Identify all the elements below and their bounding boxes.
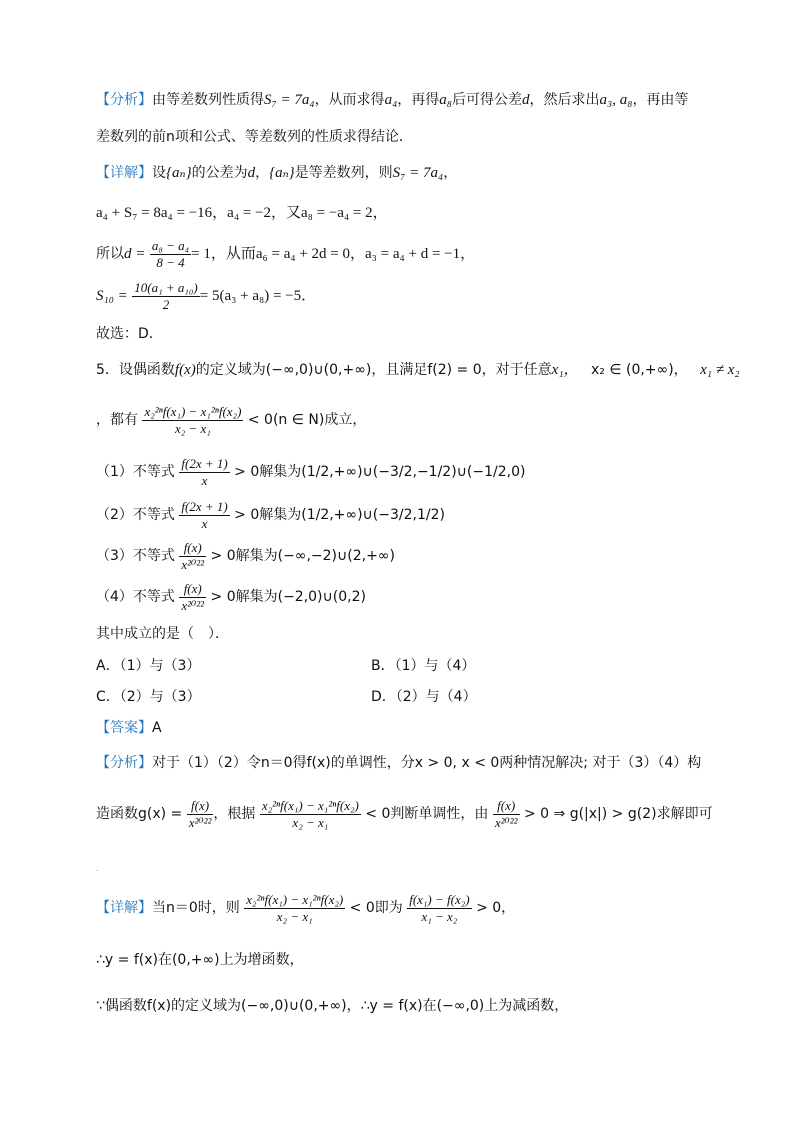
numerator: f(x) <box>187 798 214 815</box>
text: 当n＝0时，则 <box>152 900 240 916</box>
answer-value: A <box>152 720 162 736</box>
text: > 0解集为(−∞,−2)∪(2,+∞) <box>210 548 395 564</box>
text: > 0 ⇒ g(|x|) > g(2)求解即可 <box>523 806 713 822</box>
option-b: B．（1）与（4） <box>371 658 476 674</box>
denominator: x₁ − x₂ <box>421 908 458 924</box>
text: ，都有 <box>96 412 138 428</box>
fraction <box>179 456 229 489</box>
q5-increasing-line: ∴y = f(x)在(0,+∞)上为增函数， <box>96 952 304 968</box>
text: （4）不等式 <box>96 589 175 605</box>
text: ， <box>255 165 270 181</box>
option-a: A．（1）与（3） <box>96 658 201 674</box>
math: f(x) <box>174 362 196 378</box>
math: a₈ <box>439 92 452 108</box>
text: 所以 <box>96 246 124 262</box>
math: {aₙ} <box>166 165 192 181</box>
p4-d-line <box>96 237 475 271</box>
text: （1）不等式 <box>96 464 175 480</box>
text: 设 <box>152 165 166 181</box>
math: x₁， <box>551 362 579 378</box>
denominator: x²⁰²² <box>188 814 212 830</box>
numerator: x₂²ⁿf(x₁) − x₁²ⁿf(x₂) <box>261 797 359 813</box>
q5-analysis-line2 <box>96 796 713 832</box>
q5-item-3 <box>96 538 395 574</box>
math: x₁ ≠ x₂ <box>700 362 740 378</box>
analysis-tag: 【分析】 <box>96 92 152 108</box>
answer-tag: 【答案】 <box>96 720 152 736</box>
q5-prompt: 其中成立的是（ ）． <box>96 626 229 642</box>
stray-dot: ． <box>96 866 103 873</box>
numerator: x₂²ⁿf(x₁) − x₁²ⁿf(x₂) <box>246 891 344 907</box>
option-c: C．（2）与（3） <box>96 689 201 705</box>
text: ，然后求出 <box>529 92 600 108</box>
math: a₄ <box>384 92 398 108</box>
fraction <box>244 892 345 925</box>
denominator: x <box>201 515 208 531</box>
fraction <box>179 499 229 532</box>
analysis-tag: 【分析】 <box>96 755 152 771</box>
text: 5．设偶函数 <box>96 362 175 378</box>
text: ， <box>443 165 458 181</box>
text: 由等差数列性质得 <box>152 92 264 108</box>
text: < 0(n ∈ N)成立， <box>247 412 367 428</box>
denominator: x²⁰²² <box>494 814 518 830</box>
text: > 0解集为(1/2,+∞)∪(−3/2,−1/2)∪(−1/2,0) <box>234 464 526 480</box>
numerator: a₈ − a₄ <box>151 237 190 253</box>
p4-analysis-line1 <box>96 90 688 110</box>
math: S₇ = 7a₄ <box>392 165 444 181</box>
text: ，根据 <box>213 806 256 822</box>
p4-detail-line1 <box>96 163 457 183</box>
p4-s10-line <box>96 279 316 313</box>
q5-even-line: ∵偶函数f(x)的定义域为(−∞,0)∪(0,+∞)，∴y = f(x)在(−∞,0)上为减函数， <box>96 998 569 1014</box>
text: （2）不等式 <box>96 507 175 523</box>
denominator: 8 − 4 <box>156 254 185 270</box>
numerator: 10(a₁ + a₁₀) <box>134 279 198 295</box>
math: a₃, a₈ <box>599 92 633 108</box>
p4-analysis-line2: 差数列的前n项和公式、等差数列的性质求得结论． <box>96 129 413 145</box>
numerator: f(x₁) − f(x₂) <box>409 891 470 907</box>
denominator: x₂ − x₁ <box>276 908 313 924</box>
text: 造函数g(x) = <box>96 806 183 822</box>
text: 是等差数列，则 <box>294 165 393 181</box>
text: ，再得 <box>397 92 440 108</box>
text: 对于（1）（2）令n＝0得f(x)的单调性，分x > 0, x < 0两种情况解决; 对于（3）（4）构 <box>152 755 702 771</box>
numerator: x₂²ⁿf(x₁) − x₁²ⁿf(x₂) <box>144 403 242 419</box>
math: = 1 <box>191 246 211 262</box>
math: d <box>247 165 256 181</box>
fraction <box>407 892 471 925</box>
p4-conclusion: 故选：D． <box>96 326 163 342</box>
denominator: x₂ − x₁ <box>175 420 211 436</box>
fraction <box>132 280 200 313</box>
text: > 0解集为(1/2,+∞)∪(−3/2,1/2) <box>234 507 445 523</box>
text: ，从而求得 <box>314 92 385 108</box>
math: d <box>522 92 530 108</box>
denominator: x₂ − x₁ <box>292 814 329 830</box>
text: < 0判断单调性，由 <box>365 806 489 822</box>
fraction <box>179 540 206 573</box>
math: S₁₀ = <box>96 288 128 304</box>
fraction <box>260 798 361 831</box>
q5-stem-line2 <box>96 402 366 438</box>
denominator: x²⁰²² <box>181 556 205 572</box>
q5-item-2 <box>96 497 445 533</box>
detail-tag: 【详解】 <box>96 165 152 181</box>
fraction <box>142 404 243 437</box>
math: S₇ = 7a₄ <box>264 92 315 108</box>
math: {aₙ} <box>269 165 295 181</box>
text: ，从而a₆ = a₄ + 2d = 0，a₃ = a₄ + d = −1， <box>210 246 476 262</box>
text: 的公差为 <box>191 165 248 181</box>
p4-sum-line: a₄ + S₇ = 8a₄ = −16，a₄ = −2，又a₈ = −a₄ = 2， <box>96 205 388 221</box>
numerator: f(x) <box>179 540 206 557</box>
q5-item-4 <box>96 579 366 615</box>
q5-analysis-line1 <box>96 753 701 773</box>
numerator: f(2x + 1) <box>181 455 228 471</box>
denominator: 2 <box>162 296 170 312</box>
q5-detail-line1 <box>96 890 515 926</box>
math: d = <box>124 246 146 262</box>
numerator: f(2x + 1) <box>181 498 228 514</box>
option-d: D．（2）与（4） <box>371 689 477 705</box>
fraction <box>150 238 191 271</box>
q5-item-1 <box>96 454 525 490</box>
text: > 0， <box>476 900 516 916</box>
text: ，再由等 <box>632 92 689 108</box>
math: = 5(a₃ + a₈) = −5． <box>199 288 317 304</box>
denominator: x <box>201 472 208 488</box>
fraction <box>493 798 520 831</box>
text: x₂ ∈ (0,+∞)， <box>590 362 688 378</box>
detail-tag: 【详解】 <box>96 900 152 916</box>
text: < 0即为 <box>349 900 403 916</box>
numerator: f(x) <box>493 798 520 815</box>
q5-stem-line1 <box>96 360 740 380</box>
fraction <box>187 798 214 831</box>
fraction <box>179 581 206 614</box>
numerator: f(x) <box>179 581 206 598</box>
text: > 0解集为(−2,0)∪(0,2) <box>210 589 366 605</box>
text: 的定义域为(−∞,0)∪(0,+∞)，且满足f(2) = 0，对于任意 <box>195 362 552 378</box>
denominator: x²⁰²² <box>181 597 205 613</box>
text: 后可得公差 <box>452 92 522 108</box>
q5-answer <box>96 718 162 738</box>
text: （3）不等式 <box>96 548 175 564</box>
